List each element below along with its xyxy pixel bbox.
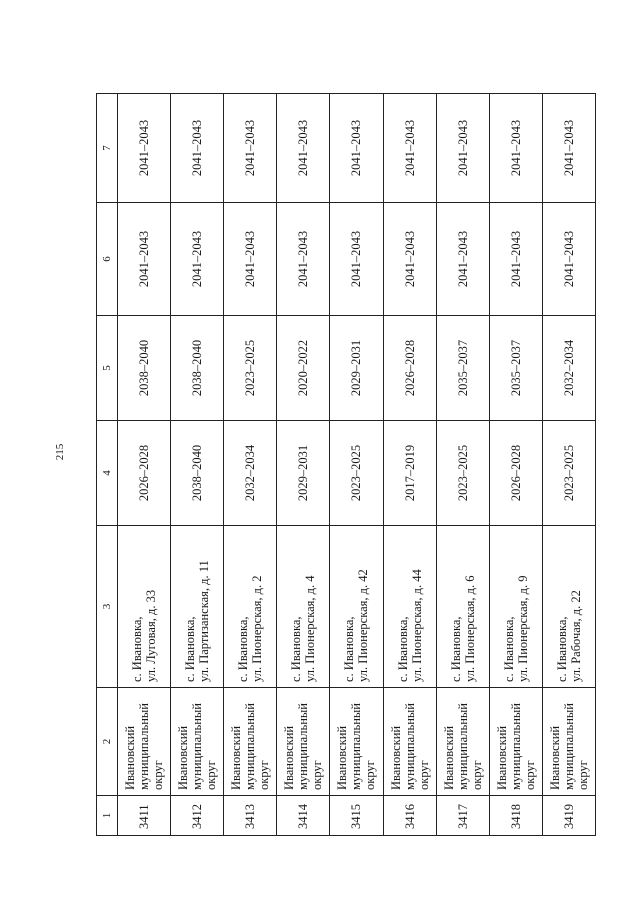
period-cell-col4: 2023–2025 <box>330 421 383 526</box>
district-cell-line: муниципальный <box>349 703 364 790</box>
period-cell-col4: 2023–2025 <box>436 421 489 526</box>
district-cell-line: округ <box>204 760 219 790</box>
row-number-cell: 3413 <box>224 796 277 836</box>
column-number-cell: 3 <box>97 526 118 688</box>
period-cell-col5: 2038–2040 <box>118 316 171 421</box>
period-cell-col7: 2041–2043 <box>436 94 489 203</box>
address-cell-line: ул. Пионерская, д. 6 <box>462 575 477 682</box>
period-cell-col6: 2041–2043 <box>436 203 489 316</box>
district-cell <box>436 688 489 796</box>
address-cell <box>436 526 489 688</box>
address-cell-line: ул. Пионерская, д. 44 <box>409 569 424 682</box>
district-cell-line: муниципальный <box>455 703 470 790</box>
period-cell-col4: 2032–2034 <box>224 421 277 526</box>
period-cell-col7: 2041–2043 <box>383 94 436 203</box>
address-cell-line: с. Ивановка, <box>554 616 569 682</box>
column-number-cell: 4 <box>97 421 118 526</box>
district-cell-line: муниципальный <box>296 703 311 790</box>
period-cell-col5: 2035–2037 <box>489 316 542 421</box>
address-cell <box>118 526 171 688</box>
period-cell-col7: 2041–2043 <box>224 94 277 203</box>
district-cell <box>383 688 436 796</box>
district-cell-line: округ <box>469 760 484 790</box>
period-cell-col7: 2041–2043 <box>118 94 171 203</box>
row-number-cell: 3414 <box>277 796 330 836</box>
district-cell-line: Ивановский <box>388 725 403 790</box>
table-rotation-frame <box>96 94 596 836</box>
district-cell <box>171 688 224 796</box>
row-number-cell: 3415 <box>330 796 383 836</box>
column-number-row <box>97 94 118 836</box>
address-cell-line: ул. Луговая, д. 33 <box>144 589 159 682</box>
district-cell <box>118 688 171 796</box>
district-cell <box>330 688 383 796</box>
column-number-cell: 1 <box>97 796 118 836</box>
district-cell-line: округ <box>151 760 166 790</box>
page-number: 215 <box>54 443 66 461</box>
district-cell-line: муниципальный <box>190 703 205 790</box>
period-cell-col6: 2041–2043 <box>277 203 330 316</box>
district-cell-line: Ивановский <box>494 725 509 790</box>
row-number-cell: 3417 <box>436 796 489 836</box>
address-cell <box>330 526 383 688</box>
address-cell-line: с. Ивановка, <box>130 616 145 682</box>
district-cell-line: муниципальный <box>137 703 152 790</box>
period-cell-col5: 2023–2025 <box>224 316 277 421</box>
period-cell-col4: 2029–2031 <box>277 421 330 526</box>
address-cell-line: ул. Пионерская, д. 42 <box>356 569 371 682</box>
address-cell <box>224 526 277 688</box>
period-cell-col5: 2032–2034 <box>542 316 595 421</box>
district-cell-line: Ивановский <box>441 725 456 790</box>
district-cell-line: Ивановский <box>335 725 350 790</box>
row-number-cell: 3419 <box>542 796 595 836</box>
district-cell-line: округ <box>310 760 325 790</box>
period-cell-col6: 2041–2043 <box>542 203 595 316</box>
period-cell-col4: 2026–2028 <box>118 421 171 526</box>
address-cell-line: с. Ивановка, <box>395 616 410 682</box>
period-cell-col5: 2029–2031 <box>330 316 383 421</box>
district-cell-line: муниципальный <box>508 703 523 790</box>
period-cell-col7: 2041–2043 <box>171 94 224 203</box>
address-cell-line: с. Ивановка, <box>236 616 251 682</box>
district-cell-line: Ивановский <box>229 725 244 790</box>
district-cell-line: Ивановский <box>282 725 297 790</box>
table-row <box>330 94 383 836</box>
district-cell-line: муниципальный <box>243 703 258 790</box>
district-cell-line: муниципальный <box>561 703 576 790</box>
district-cell-line: округ <box>416 760 431 790</box>
period-cell-col5: 2035–2037 <box>436 316 489 421</box>
period-cell-col4: 2017–2019 <box>383 421 436 526</box>
period-cell-col6: 2041–2043 <box>118 203 171 316</box>
district-cell-line: Ивановский <box>547 725 562 790</box>
address-cell <box>542 526 595 688</box>
district-cell-line: округ <box>575 760 590 790</box>
period-cell-col7: 2041–2043 <box>489 94 542 203</box>
period-cell-col6: 2041–2043 <box>330 203 383 316</box>
district-cell-line: округ <box>522 760 537 790</box>
address-cell-line: с. Ивановка, <box>183 616 198 682</box>
period-cell-col4: 2023–2025 <box>542 421 595 526</box>
address-cell-line: ул. Пионерская, д. 4 <box>303 575 318 682</box>
district-cell-line: округ <box>257 760 272 790</box>
address-cell-line: ул. Партизанская, д. 11 <box>197 560 212 682</box>
table-row <box>489 94 542 836</box>
period-cell-col6: 2041–2043 <box>224 203 277 316</box>
district-cell-line: Ивановский <box>123 725 138 790</box>
housing-repair-schedule-table <box>96 93 596 836</box>
district-cell-line: Ивановский <box>176 725 191 790</box>
district-cell <box>489 688 542 796</box>
table-row <box>542 94 595 836</box>
row-number-cell: 3412 <box>171 796 224 836</box>
address-cell <box>171 526 224 688</box>
period-cell-col6: 2041–2043 <box>171 203 224 316</box>
address-cell-line: ул. Пионерская, д. 9 <box>515 575 530 682</box>
district-cell-line: муниципальный <box>402 703 417 790</box>
address-cell <box>489 526 542 688</box>
period-cell-col7: 2041–2043 <box>277 94 330 203</box>
district-cell <box>224 688 277 796</box>
period-cell-col5: 2026–2028 <box>383 316 436 421</box>
row-number-cell: 3411 <box>118 796 171 836</box>
district-cell <box>277 688 330 796</box>
address-cell-line: с. Ивановка, <box>448 616 463 682</box>
table-row <box>383 94 436 836</box>
district-cell <box>542 688 595 796</box>
table-row <box>171 94 224 836</box>
address-cell <box>383 526 436 688</box>
column-number-cell: 7 <box>97 94 118 203</box>
row-number-cell: 3418 <box>489 796 542 836</box>
address-cell-line: ул. Пионерская, д. 2 <box>250 575 265 682</box>
period-cell-col6: 2041–2043 <box>383 203 436 316</box>
row-number-cell: 3416 <box>383 796 436 836</box>
period-cell-col6: 2041–2043 <box>489 203 542 316</box>
column-number-cell: 5 <box>97 316 118 421</box>
table-row <box>118 94 171 836</box>
address-cell <box>277 526 330 688</box>
period-cell-col5: 2038–2040 <box>171 316 224 421</box>
period-cell-col7: 2041–2043 <box>330 94 383 203</box>
address-cell-line: ул. Рабочая, д. 22 <box>568 590 583 682</box>
rotated-table-container <box>96 94 596 836</box>
period-cell-col7: 2041–2043 <box>542 94 595 203</box>
period-cell-col5: 2020–2022 <box>277 316 330 421</box>
table-row <box>277 94 330 836</box>
table-row <box>224 94 277 836</box>
column-number-cell: 2 <box>97 688 118 796</box>
column-number-cell: 6 <box>97 203 118 316</box>
period-cell-col4: 2026–2028 <box>489 421 542 526</box>
address-cell-line: с. Ивановка, <box>501 616 516 682</box>
table-row <box>436 94 489 836</box>
district-cell-line: округ <box>363 760 378 790</box>
period-cell-col4: 2038–2040 <box>171 421 224 526</box>
address-cell-line: с. Ивановка, <box>289 616 304 682</box>
address-cell-line: с. Ивановка, <box>342 616 357 682</box>
